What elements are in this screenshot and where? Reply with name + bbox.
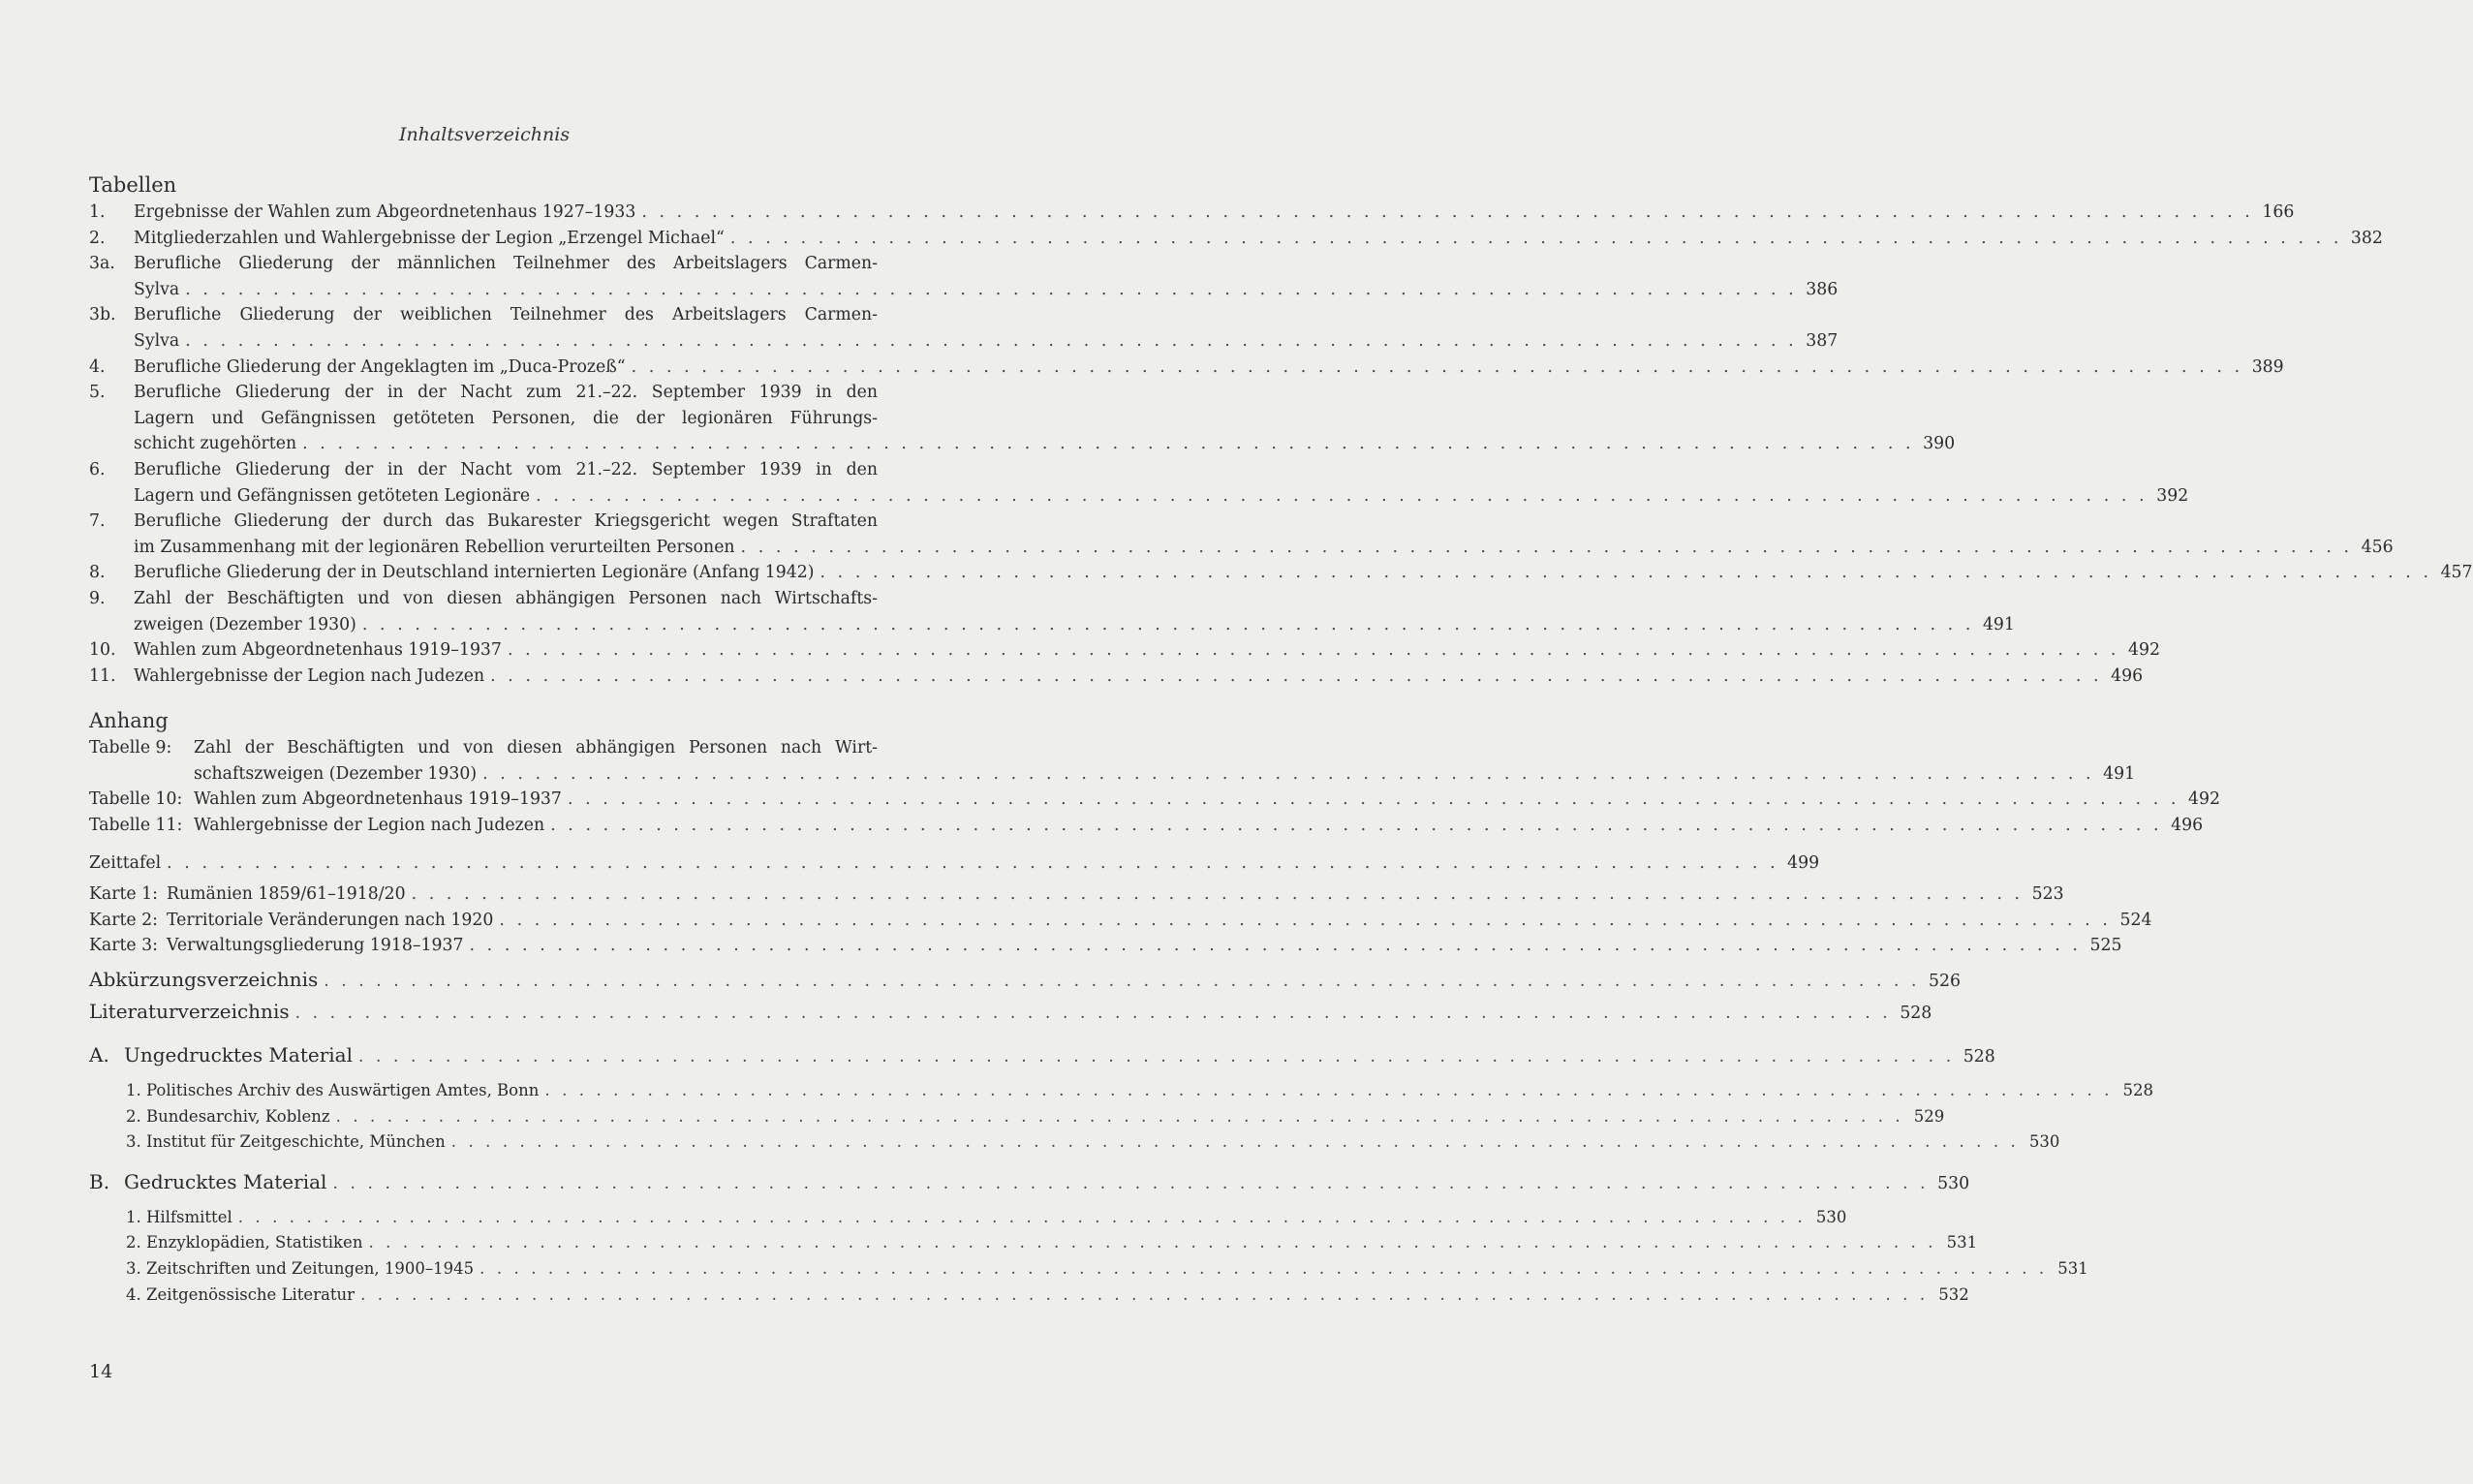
page-number: 528: [1900, 1004, 1932, 1024]
toc-entry: [89, 1283, 1969, 1309]
toc-entry: [89, 881, 2064, 908]
entry-line: [134, 431, 1956, 457]
entry-number: 2.: [89, 228, 106, 248]
toc-entry: [89, 933, 2122, 959]
entry-label: Sylva: [134, 279, 180, 299]
entry-body: [134, 226, 2383, 252]
entry-line: [167, 933, 2122, 959]
toc-entry: [89, 735, 2136, 787]
entry-label: 1. Politisches Archiv des Auswärtigen Amtes, Bonn: [126, 1081, 540, 1100]
entry-body: [167, 908, 2152, 934]
entry-label: Gedrucktes Material: [124, 1169, 327, 1193]
entry-number: Karte 2:: [89, 910, 158, 930]
toc-entry: [89, 586, 2015, 637]
page-number: 526: [1928, 972, 1961, 992]
entry-line: [167, 881, 2064, 908]
section-b-list: [89, 1205, 2088, 1308]
page-number: 386: [1806, 279, 1839, 299]
entry-label: Berufliche Gliederung der Angeklagten im „Duca-Prozeß“: [134, 356, 626, 377]
toc-entry: [89, 1078, 2153, 1104]
page-number: 529: [1913, 1106, 1945, 1126]
page-number: 528: [2122, 1081, 2153, 1100]
entry-line: [194, 787, 2220, 813]
toc-entry: [89, 355, 2284, 381]
entry-line: [134, 355, 2284, 381]
page-number: 499: [1787, 852, 1820, 873]
entry-line: Berufliche Gliederung der männlichen Teilnehmer des Arbeitslagers Carmen-: [134, 254, 878, 274]
entry-label: im Zusammenhang mit der legionären Rebellion verurteilten Personen: [134, 537, 735, 557]
entry-body: [194, 735, 2136, 787]
entry-body: [126, 1104, 1945, 1130]
tabellen-list: [89, 200, 2473, 689]
entry-body: [126, 1230, 1978, 1256]
page-number: 390: [1923, 434, 1956, 454]
entry-number: Tabelle 10:: [89, 789, 183, 810]
entry-line: Berufliche Gliederung der durch das Bukarester Kriegsgericht wegen Straftaten: [134, 511, 878, 532]
toc-entry: [89, 1205, 1847, 1231]
entry-line: [134, 328, 1839, 355]
table-of-contents: [89, 170, 2473, 1308]
entry-line: [126, 1129, 2060, 1156]
entry-line: [126, 1230, 1978, 1256]
entry-line: Berufliche Gliederung der in der Nacht vom 21.–22. September 1939 in den: [134, 459, 878, 479]
entry-body: [194, 787, 2220, 813]
entry-label: 2. Enzyklopädien, Statistiken: [126, 1233, 363, 1252]
entry-line: Berufliche Gliederung der weiblichen Teilnehmer des Arbeitslagers Carmen-: [134, 305, 878, 325]
section-number: A.: [89, 1043, 109, 1067]
entry-line: [134, 664, 2144, 690]
page-number: 166: [2262, 202, 2295, 222]
entry-body: [134, 560, 2473, 586]
entry-number: Karte 1:: [89, 884, 158, 905]
page-number: 457: [2440, 563, 2473, 583]
entry-line: Zahl der Beschäftigten und von diesen abhängigen Personen nach Wirtschafts-: [134, 588, 878, 608]
entry-label: 2. Bundesarchiv, Koblenz: [126, 1106, 330, 1126]
entry-label: Berufliche Gliederung der in Deutschland internierten Legionäre (Anfang 1942): [134, 563, 815, 583]
entry-label: Rumänien 1859/61–1918/20: [167, 884, 406, 905]
entry-body: [126, 1078, 2153, 1104]
entry-line: [126, 1256, 2088, 1283]
page-number: 496: [2111, 665, 2144, 686]
toc-entry: [89, 380, 1956, 457]
running-head: Inhaltsverzeichnis: [398, 124, 571, 145]
toc-entry-literatur: [89, 997, 1932, 1029]
entry-line: [134, 560, 2473, 586]
entry-body: [134, 509, 2394, 560]
page-number: 523: [2031, 884, 2064, 905]
karten-list: [89, 881, 2152, 959]
entry-line: [194, 761, 2136, 788]
entry-label: Verwaltungsgliederung 1918–1937: [167, 936, 464, 956]
entry-number: 9.: [89, 588, 106, 608]
toc-entry: [89, 787, 2220, 813]
section-number: B.: [89, 1169, 110, 1193]
entry-number: Tabelle 9:: [89, 738, 172, 758]
entry-line: Zahl der Beschäftigten und von diesen abhängigen Personen nach Wirt-: [194, 738, 878, 758]
page-number: 531: [2057, 1259, 2088, 1278]
entry-body: [134, 637, 2160, 664]
entry-label: Territoriale Veränderungen nach 1920: [167, 910, 494, 930]
toc-entry: [89, 637, 2160, 664]
toc-entry-abkuerzungen: [89, 965, 1961, 997]
page-number: 532: [1938, 1284, 1969, 1304]
toc-entry: [89, 251, 1839, 302]
entry-label: Mitgliederzahlen und Wahlergebnisse der Legion „Erzengel Michael“: [134, 228, 725, 248]
entry-line: Berufliche Gliederung der in der Nacht zum 21.–22. September 1939 in den: [134, 383, 878, 403]
page-number: 530: [1937, 1173, 1970, 1193]
page-number: 389: [2251, 356, 2284, 377]
entry-line: [126, 1104, 1945, 1130]
entry-line: [126, 1283, 1969, 1309]
page-number: 492: [2188, 789, 2220, 810]
page-number: 392: [2156, 485, 2189, 506]
toc-entry: [89, 1230, 1978, 1256]
toc-entry: [89, 200, 2295, 226]
entry-label: Zeittafel: [89, 852, 162, 873]
page-number: 491: [1982, 614, 2015, 634]
toc-entry: [89, 1129, 2060, 1156]
page-number: 382: [2350, 228, 2383, 248]
entry-line: [134, 535, 2394, 561]
toc-section-a: [89, 1040, 1995, 1072]
entry-body: [167, 881, 2064, 908]
entry-line: [134, 226, 2383, 252]
entry-label: 3. Institut für Zeitgeschichte, München: [126, 1132, 446, 1152]
entry-body: [134, 586, 2015, 637]
entry-line: [126, 1078, 2153, 1104]
entry-label: schicht zugehörten: [134, 434, 297, 454]
page-number: 496: [2171, 816, 2204, 836]
entry-label: 1. Hilfsmittel: [126, 1207, 232, 1226]
entry-label: Wahlen zum Abgeordnetenhaus 1919–1937: [194, 789, 562, 810]
section-heading-tabellen: Tabellen: [89, 173, 177, 197]
anhang-list: [89, 735, 2220, 838]
toc-entry: [89, 813, 2204, 839]
entry-line: [167, 908, 2152, 934]
entry-body: [134, 302, 1839, 354]
entry-label: Wahlen zum Abgeordnetenhaus 1919–1937: [134, 640, 502, 661]
entry-label: Literaturverzeichnis: [89, 1000, 290, 1024]
entry-body: [126, 1283, 1969, 1309]
entry-number: 3a.: [89, 254, 115, 274]
page-number: 491: [2103, 763, 2136, 784]
entry-body: [134, 457, 2189, 509]
page-number: 530: [1815, 1207, 1847, 1226]
entry-line: [134, 200, 2295, 226]
toc-entry: [89, 1256, 2088, 1283]
entry-number: 7.: [89, 511, 106, 532]
toc-entry: [89, 457, 2189, 509]
page-number: 524: [2119, 910, 2152, 930]
entry-label: Abkürzungsverzeichnis: [89, 968, 319, 992]
entry-body: [167, 933, 2122, 959]
entry-body: [126, 1205, 1847, 1231]
toc-entry: [89, 226, 2383, 252]
toc-entry: [89, 1104, 1945, 1130]
entry-body: [126, 1129, 2060, 1156]
page-number: 525: [2089, 936, 2122, 956]
entry-body: [134, 380, 1956, 457]
section-heading-anhang: Anhang: [89, 709, 169, 733]
page-number: 530: [2028, 1132, 2060, 1152]
page-number: 456: [2361, 537, 2394, 557]
entry-line: [126, 1205, 1847, 1231]
entry-label: 4. Zeitgenössische Literatur: [126, 1284, 355, 1304]
entry-body: [134, 355, 2284, 381]
page-number: 528: [1963, 1047, 1995, 1067]
entry-label: schaftszweigen (Dezember 1930): [194, 763, 478, 784]
entry-number: 4.: [89, 356, 106, 377]
toc-entry: [89, 664, 2144, 690]
entry-line: [134, 637, 2160, 664]
entry-number: Karte 3:: [89, 936, 158, 956]
section-a-list: [89, 1078, 2153, 1156]
entry-number: 11.: [89, 665, 116, 686]
entry-label: Lagern und Gefängnissen getöteten Legionäre: [134, 485, 531, 506]
entry-body: [134, 664, 2144, 690]
entry-label: zweigen (Dezember 1930): [134, 614, 356, 634]
entry-label: Wahlergebnisse der Legion nach Judezen: [194, 816, 545, 836]
toc-entry: [89, 302, 1839, 354]
entry-line: [194, 813, 2204, 839]
page-number: 492: [2128, 640, 2160, 661]
entry-line: Lagern und Gefängnissen getöteten Personen, die der legionären Führungs-: [134, 408, 878, 428]
page-number: 531: [1946, 1233, 1978, 1252]
entry-label: Sylva: [134, 330, 180, 351]
entry-label: Ergebnisse der Wahlen zum Abgeordnetenhaus 1927–1933: [134, 202, 636, 222]
entry-label: 3. Zeitschriften und Zeitungen, 1900–1945: [126, 1259, 475, 1278]
entry-number: 1.: [89, 202, 106, 222]
entry-body: [194, 813, 2204, 839]
entry-number: 8.: [89, 563, 106, 583]
entry-number: 6.: [89, 459, 106, 479]
toc-entry: [89, 908, 2152, 934]
toc-entry-zeittafel: [89, 850, 1820, 877]
entry-label: Wahlergebnisse der Legion nach Judezen: [134, 665, 485, 686]
entry-body: [134, 200, 2295, 226]
entry-number: 3b.: [89, 305, 116, 325]
toc-entry: [89, 560, 2473, 586]
entry-body: [126, 1256, 2088, 1283]
entry-line: [134, 483, 2189, 510]
page-folio: 14: [89, 1361, 113, 1382]
toc-entry: [89, 509, 2394, 560]
entry-number: Tabelle 11:: [89, 816, 183, 836]
entry-number: 10.: [89, 640, 116, 661]
entry-line: [134, 277, 1839, 303]
entry-body: [134, 251, 1839, 302]
page-number: 387: [1806, 330, 1839, 351]
entry-label: Ungedrucktes Material: [124, 1043, 353, 1067]
entry-line: [134, 612, 2015, 638]
toc-section-b: [89, 1167, 1970, 1199]
entry-number: 5.: [89, 383, 106, 403]
